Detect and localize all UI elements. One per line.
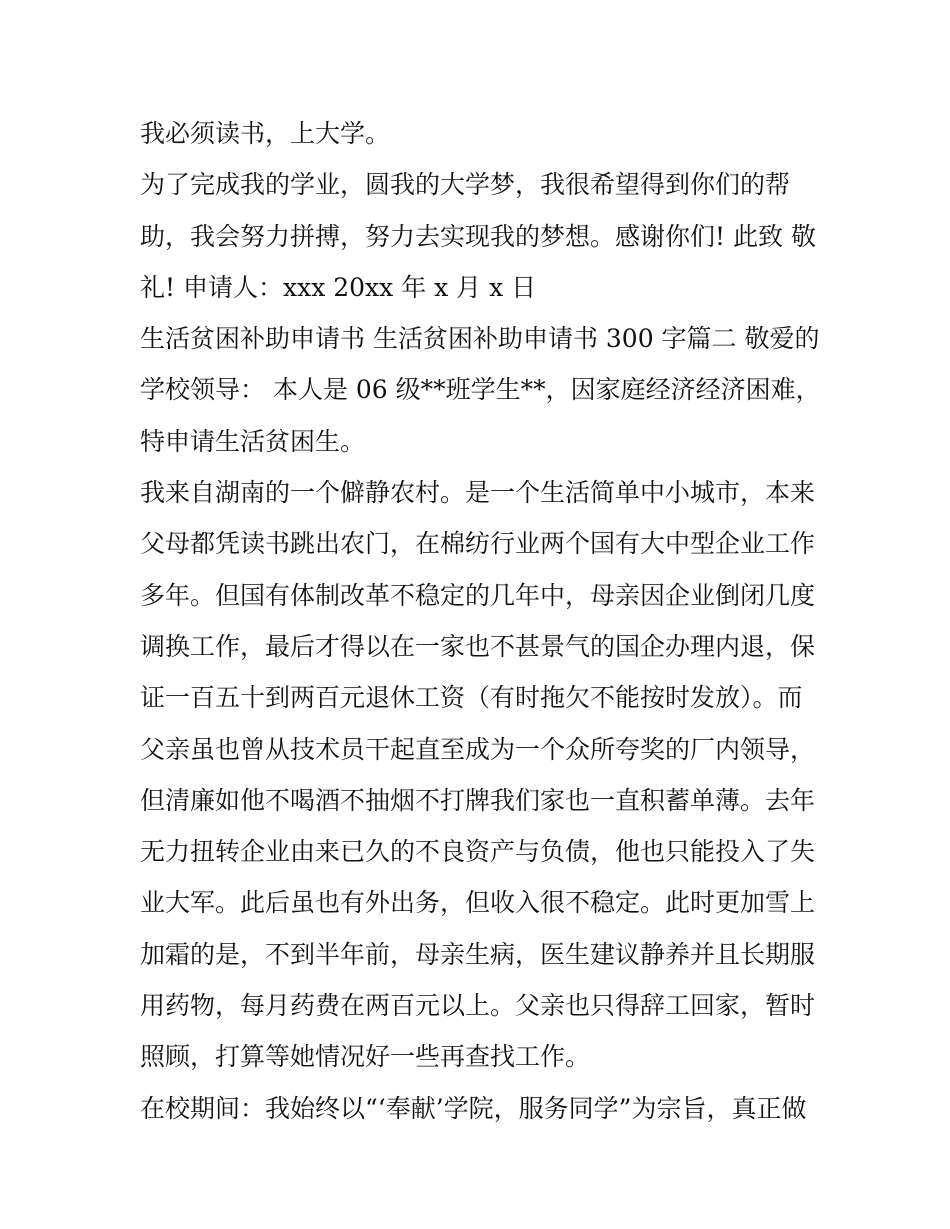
text-line: 助，我会努力拼搏，努力去实现我的梦想。感谢你们! 此致 敬: [140, 221, 816, 251]
text-line: 学校领导： 本人是 06 级**班学生**，因家庭经济经济困难，: [140, 375, 821, 405]
text-line: 我来自湖南的一个僻静农村。是一个生活简单中小城市，本来: [140, 478, 816, 508]
text-line: 照顾，打算等她情况好一些再查找工作。: [140, 1042, 591, 1072]
text-line: 在校期间：我始终以“‘奉献’学院，服务同学”为宗旨，真正做: [140, 1093, 807, 1123]
text-line: 生活贫困补助申请书 生活贫困补助申请书 300 字篇二 敬爱的: [140, 324, 820, 354]
text-line: 用药物，每月药费在两百元以上。父亲也只得辞工回家，暂时: [140, 991, 816, 1021]
text-line: 调换工作，最后才得以在一家也不甚景气的国企办理内退，保: [140, 631, 816, 661]
text-line: 多年。但国有体制改革不稳定的几年中，母亲因企业倒闭几度: [140, 580, 816, 610]
text-line: 我必须读书，上大学。: [140, 119, 391, 148]
text-line: 证一百五十到两百元退休工资（有时拖欠不能按时发放）。而: [140, 683, 803, 713]
text-line: 父母都凭读书跳出农门，在棉纺行业两个国有大中型企业工作: [140, 529, 816, 559]
text-line: 父亲虽也曾从技术员干起直至成为一个众所夸奖的厂内领导，: [140, 734, 816, 764]
text-line: 但清廉如他不喝酒不抽烟不打牌我们家也一直积蓄单薄。去年: [140, 785, 816, 815]
text-line: 礼! 申请人：xxx 20xx 年 x 月 x 日: [140, 272, 537, 302]
document-body: [140, 108, 820, 1134]
text-line: 无力扭转企业由来已久的不良资产与负债，他也只能投入了失: [140, 837, 816, 867]
text-line: 为了完成我的学业，圆我的大学梦，我很希望得到你们的帮: [140, 170, 791, 200]
text-line: 加霜的是，不到半年前，母亲生病，医生建议静养并且长期服: [140, 939, 816, 969]
text-line: 特申请生活贫困生。: [140, 426, 366, 456]
text-line: 业大军。此后虽也有外出务，但收入很不稳定。此时更加雪上: [140, 888, 816, 918]
